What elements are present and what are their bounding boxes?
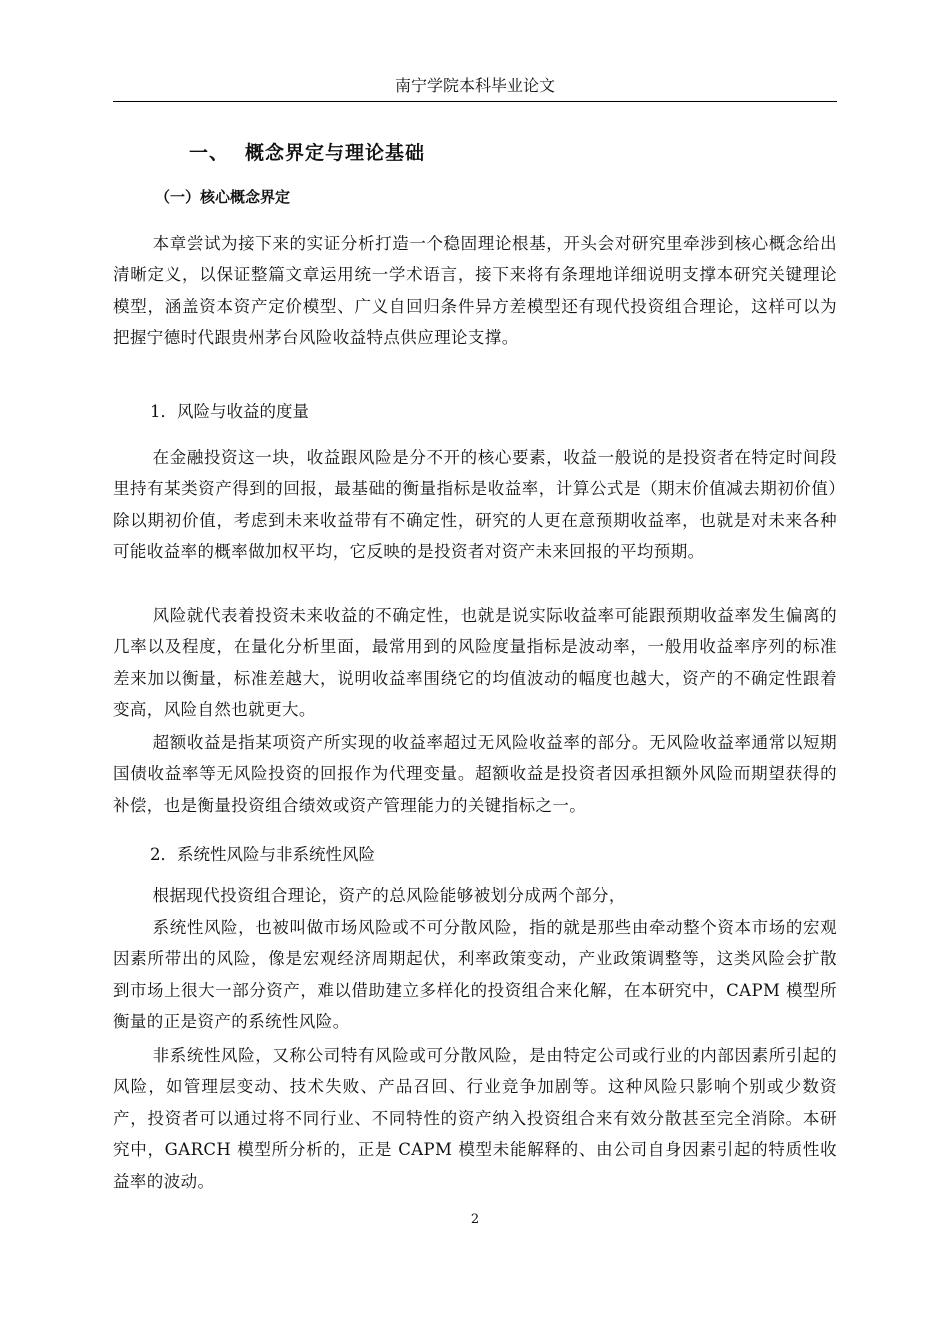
paragraph-unsystematic-risk: 非系统性风险，又称公司特有风险或可分散风险，是由特定公司或行业的内部因素所引起的风险，如管理层变动、技术失败、产品召回、行业竞争加剧等。这种风险只影响个别或少数资产，投资者可以通过将不同行业、不同特性的资产纳入投资组合来有效分散甚至完全消除。本研究中，GARCH 模型所分析的，正是 CAPM 模型未能解释的、由公司自身因素引起的特质性收益率的波动。 [113, 1046, 837, 1191]
chapter-heading [189, 140, 425, 166]
chapter-number: 一、 [189, 142, 230, 164]
paragraph-intro: 本章尝试为接下来的实证分析打造一个稳固理论根基，开头会对研究里牵涉到核心概念给出清晰定义，以保证整篇文章运用统一学术语言，接下来将有条理地详细说明支撑本研究关键理论模型，涵盖资本资产定价模型、广义自回归条件异方差模型还有现代投资组合理论，这样可以为把握宁德时代跟贵州茅台风险收益特点供应理论支撑。 [113, 234, 837, 348]
running-header: 南宁学院本科毕业论文 [394, 76, 555, 95]
paragraph-risk-split: 根据现代投资组合理论，资产的总风险能够被划分成两个部分， [152, 886, 626, 905]
chapter-title: 概念界定与理论基础 [245, 142, 426, 164]
paragraph-systematic-risk: 系统性风险，也被叫做市场风险或不可分散风险，指的就是那些由牵动整个资本市场的宏观因素所带出的风险，像是宏观经济周期起伏，利率政策变动，产业政策调整等，这类风险会扩散到市场上很大一部分资产，难以借助建立多样化的投资组合来化解，在本研究中，CAPM 模型所衡量的正是资产的系统性风险。 [113, 918, 837, 1032]
paragraph-return-measure: 在金融投资这一块，收益跟风险是分不开的核心要素，收益一般说的是投资者在特定时间段里持有某类资产得到的回报，最基础的衡量指标是收益率，计算公式是（期末价值减去期初价值）除以期初价值，考虑到未来收益带有不确定性，研究的人更在意预期收益率，也就是对未来各种可能收益率的概率做加权平均，它反映的是投资者对资产未来回报的平均预期。 [113, 448, 837, 562]
subheading-systematic-risk: 2．系统性风险与非系统性风险 [150, 845, 375, 864]
header-rule [113, 101, 837, 102]
paragraph-excess-return: 超额收益是指某项资产所实现的收益率超过无风险收益率的部分。无风险收益率通常以短期国债收益率等无风险投资的回报作为代理变量。超额收益是投资者因承担额外风险而期望获得的补偿，也是衡量投资组合绩效或资产管理能力的关键指标之一。 [113, 733, 837, 815]
paragraph-risk-definition: 风险就代表着投资未来收益的不确定性，也就是说实际收益率可能跟预期收益率发生偏离的几率以及程度，在量化分析里面，最常用到的风险度量指标是波动率，一般用收益率序列的标准差来加以衡量，标准差越大，说明收益率围绕它的均值波动的幅度也越大，资产的不确定性跟着变高，风险自然也就更大。 [113, 606, 837, 720]
page-number: 2 [470, 1212, 480, 1227]
section-heading: （一）核心概念界定 [155, 188, 291, 206]
subheading-risk-return: 1．风险与收益的度量 [150, 402, 309, 421]
